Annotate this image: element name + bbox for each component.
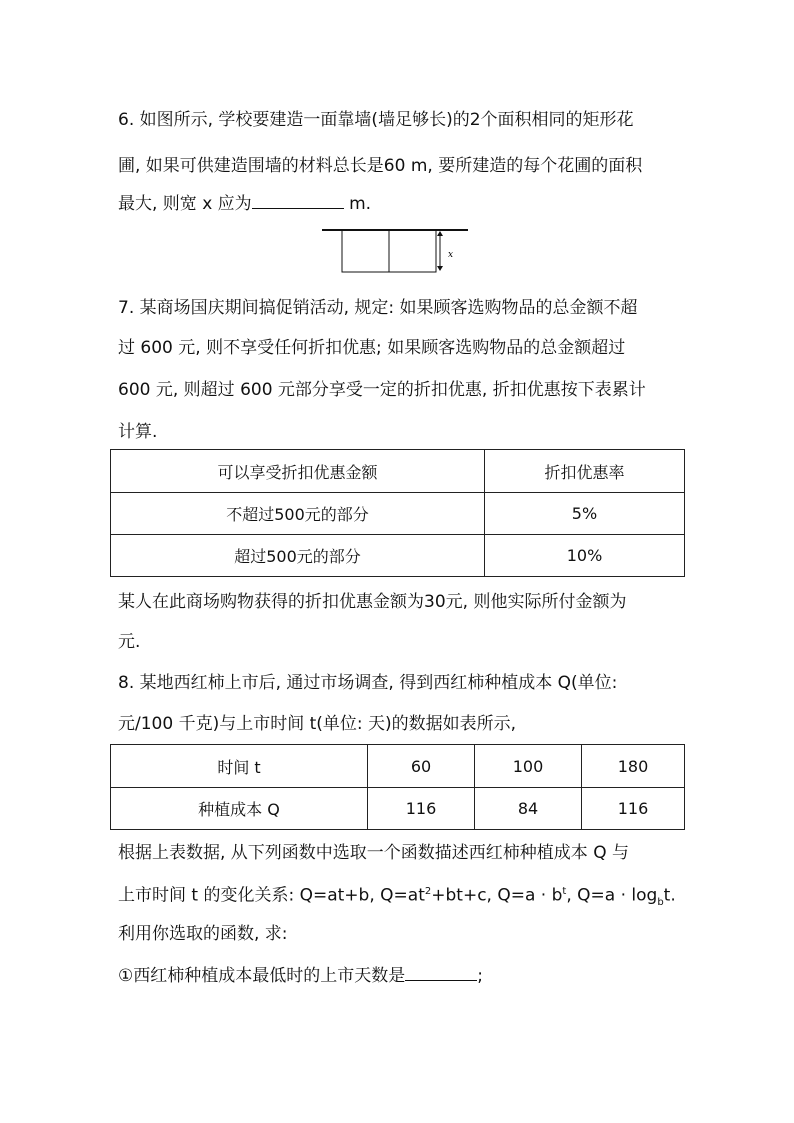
table-row bbox=[111, 745, 685, 788]
table-cell: 不超过500元的部分 bbox=[111, 493, 485, 535]
q8-after-2 bbox=[118, 880, 676, 915]
cost-table bbox=[110, 744, 685, 830]
table-row bbox=[111, 493, 685, 535]
q8-formula-text: +bt+c, Q=a · b bbox=[431, 885, 563, 906]
q8-formula-sup: 2 bbox=[424, 886, 432, 897]
table-cell: 84 bbox=[475, 788, 582, 830]
q6-unit: m. bbox=[343, 194, 372, 214]
q8-item-1-text: ①西红柿种植成本最低时的上市天数是 bbox=[118, 966, 406, 986]
width-label-x: x bbox=[448, 250, 454, 260]
table-cell: 60 bbox=[368, 745, 475, 788]
q8-after-1: 根据上表数据, 从下列函数中选取一个函数描述西红柿种植成本 Q 与 bbox=[118, 843, 629, 863]
q6-line-2: 圃, 如果可供建造围墙的材料总长是60 m, 要所建造的每个花圃的面积 bbox=[118, 156, 643, 176]
q8-formula-text: t. bbox=[663, 885, 676, 906]
q6-answer-blank bbox=[252, 190, 344, 209]
q6-line-3-text: 最大, 则宽 x 应为 bbox=[118, 194, 252, 214]
q8-line-2: 元/100 千克)与上市时间 t(单位: 天)的数据如表所示, bbox=[118, 714, 517, 734]
q8-formula-text: , Q=a · log bbox=[566, 885, 658, 906]
table-cell: 种植成本 Q bbox=[111, 788, 368, 830]
table-header-cell: 可以享受折扣优惠金额 bbox=[111, 450, 485, 493]
dimension-arrow-down bbox=[437, 266, 443, 271]
q8-answer-blank bbox=[405, 962, 477, 981]
q7-line-4: 计算. bbox=[118, 422, 158, 442]
table-header-row bbox=[111, 450, 685, 493]
table-cell: 116 bbox=[368, 788, 475, 830]
dimension-arrow-up bbox=[437, 231, 443, 236]
table-cell: 超过500元的部分 bbox=[111, 535, 485, 577]
table-header-cell: 折扣优惠率 bbox=[485, 450, 685, 493]
table-row bbox=[111, 535, 685, 577]
q7-after-2: 元. bbox=[118, 632, 141, 652]
q7-line-1: 7. 某商场国庆期间搞促销活动, 规定: 如果顾客选购物品的总金额不超 bbox=[118, 298, 638, 318]
table-row bbox=[111, 788, 685, 830]
q7-after-1: 某人在此商场购物获得的折扣优惠金额为30元, 则他实际所付金额为 bbox=[118, 592, 627, 612]
q8-item-1-end: ; bbox=[477, 966, 483, 986]
table-cell: 10% bbox=[485, 535, 685, 577]
q6-line-1: 6. 如图所示, 学校要建造一面靠墙(墙足够长)的2个面积相同的矩形花 bbox=[118, 110, 634, 130]
q8-formula-sub: b bbox=[657, 897, 664, 909]
table-cell: 100 bbox=[475, 745, 582, 788]
q8-formula-text: 上市时间 t 的变化关系: Q=at+b, Q=at bbox=[118, 885, 425, 906]
q7-line-3: 600 元, 则超过 600 元部分享受一定的折扣优惠, 折扣优惠按下表累计 bbox=[118, 380, 646, 400]
table-cell: 116 bbox=[582, 788, 685, 830]
table-cell: 时间 t bbox=[111, 745, 368, 788]
table-cell: 5% bbox=[485, 493, 685, 535]
garden-figure bbox=[320, 224, 470, 278]
table-cell: 180 bbox=[582, 745, 685, 788]
q6-line-3 bbox=[118, 190, 371, 216]
discount-table bbox=[110, 449, 685, 577]
q8-line-1: 8. 某地西红柿上市后, 通过市场调查, 得到西红柿种植成本 Q(单位: bbox=[118, 673, 618, 693]
q8-formula-sup: t bbox=[562, 886, 567, 897]
q8-after-3: 利用你选取的函数, 求: bbox=[118, 924, 288, 944]
q8-item-1 bbox=[118, 962, 483, 988]
q7-line-2: 过 600 元, 则不享受任何折扣优惠; 如果顾客选购物品的总金额超过 bbox=[118, 338, 626, 358]
